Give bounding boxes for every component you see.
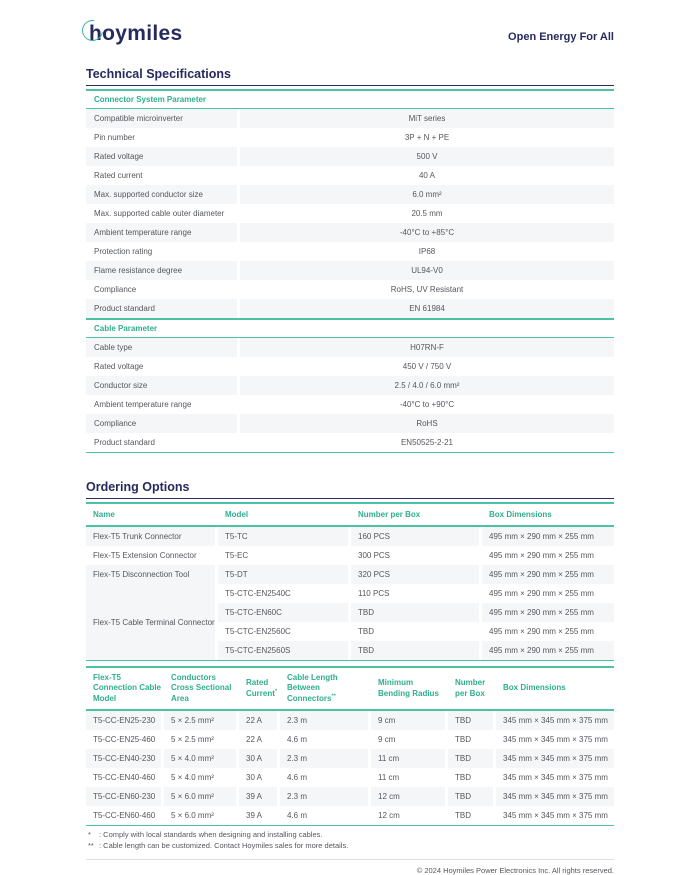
spec-row [86, 376, 614, 395]
spec-label: Flame resistance degree [86, 261, 237, 280]
ordering-connectors-table [86, 502, 614, 661]
spec-value: 3P + N + PE [404, 133, 450, 142]
spec-row [86, 204, 614, 223]
column-header-model: Model [225, 510, 249, 519]
spec-row [86, 166, 614, 185]
cell-model: T5-DT [218, 565, 348, 584]
column-header-box-dimensions: Box Dimensions [503, 683, 566, 693]
cell-radius: 9 cm [378, 735, 396, 745]
cell-qty: TBD [351, 603, 479, 622]
spec-label: Ambient temperature range [86, 223, 237, 242]
cell-qty: TBD [448, 711, 493, 730]
spec-row [86, 280, 614, 299]
cell-model: T5-EC [225, 551, 249, 560]
cell-qty: 160 PCS [351, 527, 479, 546]
cell-length: 2.3 m [280, 749, 368, 768]
cell-model: T5-CC-EN40-230 [86, 749, 161, 768]
cell-area: 5 × 4.0 mm² [171, 773, 214, 783]
spec-label: Compliance [94, 285, 137, 294]
spec-value: 40 A [418, 171, 435, 180]
cell-qty: 320 PCS [351, 565, 479, 584]
column-header-box-dimensions: Box Dimensions [489, 510, 552, 519]
cell-dims: 345 mm × 345 mm × 375 mm [496, 749, 614, 768]
cable-parameter-header: Cable Parameter [86, 318, 614, 338]
cell-radius: 11 cm [371, 749, 445, 768]
cell-dims: 495 mm × 290 mm × 255 mm [489, 551, 594, 560]
cell-model: T5-CTC-EN2560C [225, 627, 291, 636]
spec-value: 500 V [240, 147, 614, 166]
cell-model: T5-CC-EN40-460 [93, 773, 156, 783]
spec-label: Rated voltage [94, 362, 144, 371]
spec-label: Compatible microinverter [86, 109, 237, 128]
cell-dims: 345 mm × 345 mm × 375 mm [503, 773, 608, 783]
table-row [86, 768, 614, 787]
spec-row [86, 357, 614, 376]
spec-value: -40°C to +85°C [240, 223, 614, 242]
spec-label: Cable type [86, 338, 237, 357]
spec-label: Rated voltage [86, 147, 237, 166]
footnote [86, 830, 614, 841]
spec-label: Max. supported conductor size [86, 185, 237, 204]
cell-model: T5-CTC-EN2560S [218, 641, 348, 660]
copyright-text: © 2024 Hoymiles Power Electronics Inc. All rights reserved. [416, 865, 614, 875]
hoymiles-logo [86, 22, 182, 45]
cell-length: 2.3 m [280, 711, 368, 730]
cell-length: 4.6 m [287, 735, 308, 745]
cell-model: T5-CTC-EN2540C [225, 589, 291, 598]
brand-tagline: Open Energy For All [508, 31, 614, 43]
cell-name: Flex-T5 Extension Connector [93, 551, 197, 560]
footnote-marker: * [88, 830, 91, 840]
spec-row [86, 185, 614, 204]
cell-area: 5 × 6.0 mm² [171, 811, 214, 821]
merged-sub-rows [218, 584, 614, 660]
table-row [218, 584, 614, 603]
table-row [218, 641, 614, 660]
spec-row [86, 395, 614, 414]
ordering-cables-table [86, 666, 614, 826]
spec-value: RoHS, UV Resistant [390, 285, 464, 294]
cell-model: T5-CC-EN60-230 [86, 787, 161, 806]
cell-qty: TBD [455, 811, 471, 821]
column-header-cable-length: Cable Length Between Connectors** [287, 673, 338, 703]
spec-row [86, 338, 614, 357]
table-row [86, 711, 614, 730]
spec-value: -40°C to +90°C [399, 400, 455, 409]
table-row [86, 546, 614, 565]
spec-value: MiT series [240, 109, 614, 128]
section-title-ordering-options: Ordering Options [86, 480, 614, 499]
cell-dims: 495 mm × 290 mm × 255 mm [482, 527, 614, 546]
spec-value: H07RN-F [240, 338, 614, 357]
spec-value: IP68 [418, 247, 436, 256]
table-row [86, 806, 614, 825]
spec-label: Product standard [86, 299, 237, 318]
spec-value: EN50525-2-21 [400, 438, 454, 447]
cell-dims: 345 mm × 345 mm × 375 mm [496, 711, 614, 730]
table-header-row [86, 504, 614, 527]
cell-qty: 110 PCS [358, 589, 390, 598]
cell-name: Flex-T5 Disconnection Tool [86, 565, 215, 584]
cell-area: 5 × 6.0 mm² [164, 787, 236, 806]
cell-radius: 11 cm [378, 773, 400, 783]
column-header-cross-sectional-area: Conductors Cross Sectional Area [171, 673, 232, 703]
cell-qty: 300 PCS [358, 551, 391, 560]
spec-label: Compliance [86, 414, 237, 433]
column-header-number-per-box: Number per Box [455, 678, 486, 698]
table-row [86, 565, 614, 584]
cell-qty: TBD [351, 641, 479, 660]
cell-model: T5-CC-EN60-460 [93, 811, 156, 821]
footnotes [86, 830, 614, 852]
spec-label: Ambient temperature range [94, 400, 192, 409]
spec-row [86, 128, 614, 147]
cell-model: T5-CC-EN25-460 [93, 735, 156, 745]
connector-system-parameter-header: Connector System Parameter [86, 89, 614, 109]
spec-value: RoHS [240, 414, 614, 433]
cell-dims: 345 mm × 345 mm × 375 mm [496, 787, 614, 806]
spec-label: Protection rating [94, 247, 153, 256]
cell-current: 30 A [239, 749, 277, 768]
spec-row [86, 147, 614, 166]
spec-value: EN 61984 [240, 299, 614, 318]
footnote-text: : Comply with local standards when designing and installing cables. [99, 830, 323, 840]
cell-current: 39 A [246, 811, 263, 821]
cell-current: 39 A [239, 787, 277, 806]
spec-value: 20.5 mm [411, 209, 443, 218]
spec-label: Conductor size [86, 376, 237, 395]
spec-value: 6.0 mm² [240, 185, 614, 204]
cell-dims: 345 mm × 345 mm × 375 mm [503, 811, 608, 821]
cell-length: 2.3 m [280, 787, 368, 806]
footnote-marker: ** [88, 841, 94, 851]
column-header-min-bending-radius: Minimum Bending Radius [378, 678, 439, 698]
cell-length: 4.6 m [287, 773, 308, 783]
spec-row [86, 414, 614, 433]
page-footer [86, 859, 614, 875]
cell-qty: TBD [448, 749, 493, 768]
cell-name: Flex-T5 Trunk Connector [86, 527, 215, 546]
cell-dims: 495 mm × 290 mm × 255 mm [489, 589, 594, 598]
table-row [86, 749, 614, 768]
spec-label: Pin number [94, 133, 135, 142]
cell-qty: TBD [455, 773, 471, 783]
cell-area: 5 × 2.5 mm² [164, 711, 236, 730]
cell-dims: 495 mm × 290 mm × 255 mm [489, 627, 594, 636]
cell-dims: 495 mm × 290 mm × 255 mm [482, 603, 614, 622]
column-header-name: Name [93, 510, 115, 519]
cell-qty: TBD [448, 787, 493, 806]
footnote [86, 841, 614, 852]
cell-radius: 12 cm [371, 787, 445, 806]
table-row [86, 730, 614, 749]
spec-row [86, 223, 614, 242]
page-header [86, 22, 614, 56]
table-row [218, 603, 614, 622]
cell-model: T5-CC-EN25-230 [86, 711, 161, 730]
cell-length: 4.6 m [287, 811, 308, 821]
spec-label: Rated current [94, 171, 143, 180]
column-header-cable-model: Flex-T5 Connection Cable Model [93, 673, 162, 703]
cell-current: 22 A [246, 735, 263, 745]
technical-specifications-table [86, 89, 614, 453]
spec-row [86, 261, 614, 280]
cell-radius: 9 cm [371, 711, 445, 730]
column-header-rated-current: Rated Current* [246, 678, 278, 698]
spec-value: UL94-V0 [240, 261, 614, 280]
cell-radius: 12 cm [378, 811, 400, 821]
spec-value: 2.5 / 4.0 / 6.0 mm² [240, 376, 614, 395]
table-row [86, 527, 614, 546]
spec-label: Product standard [94, 438, 155, 447]
cell-qty: TBD [455, 735, 471, 745]
table-header-row [86, 668, 614, 711]
cell-area: 5 × 4.0 mm² [164, 749, 236, 768]
cell-qty: TBD [358, 627, 374, 636]
table-row [86, 787, 614, 806]
cell-current: 30 A [246, 773, 263, 783]
cell-dims: 495 mm × 290 mm × 255 mm [482, 641, 614, 660]
spec-row [86, 109, 614, 128]
cell-area: 5 × 2.5 mm² [171, 735, 214, 745]
cell-model: T5-CTC-EN60C [218, 603, 348, 622]
table-row [218, 622, 614, 641]
cell-dims: 495 mm × 290 mm × 255 mm [482, 565, 614, 584]
footnote-text: : Cable length can be customized. Contact Hoymiles sales for more details. [99, 841, 349, 851]
logo-text: hoymiles [89, 22, 183, 45]
merged-row-group [86, 584, 614, 660]
spec-value: 450 V / 750 V [402, 362, 452, 371]
section-title-technical-specifications: Technical Specifications [86, 67, 614, 86]
cell-merged-name: Flex-T5 Cable Terminal Connector [86, 584, 215, 660]
spec-row [86, 242, 614, 261]
cell-dims: 345 mm × 345 mm × 375 mm [503, 735, 608, 745]
spec-label: Max. supported cable outer diameter [94, 209, 225, 218]
cell-model: T5-TC [218, 527, 348, 546]
column-header-number-per-box: Number per Box [358, 510, 421, 519]
cell-current: 22 A [239, 711, 277, 730]
spec-row [86, 433, 614, 452]
spec-row [86, 299, 614, 318]
